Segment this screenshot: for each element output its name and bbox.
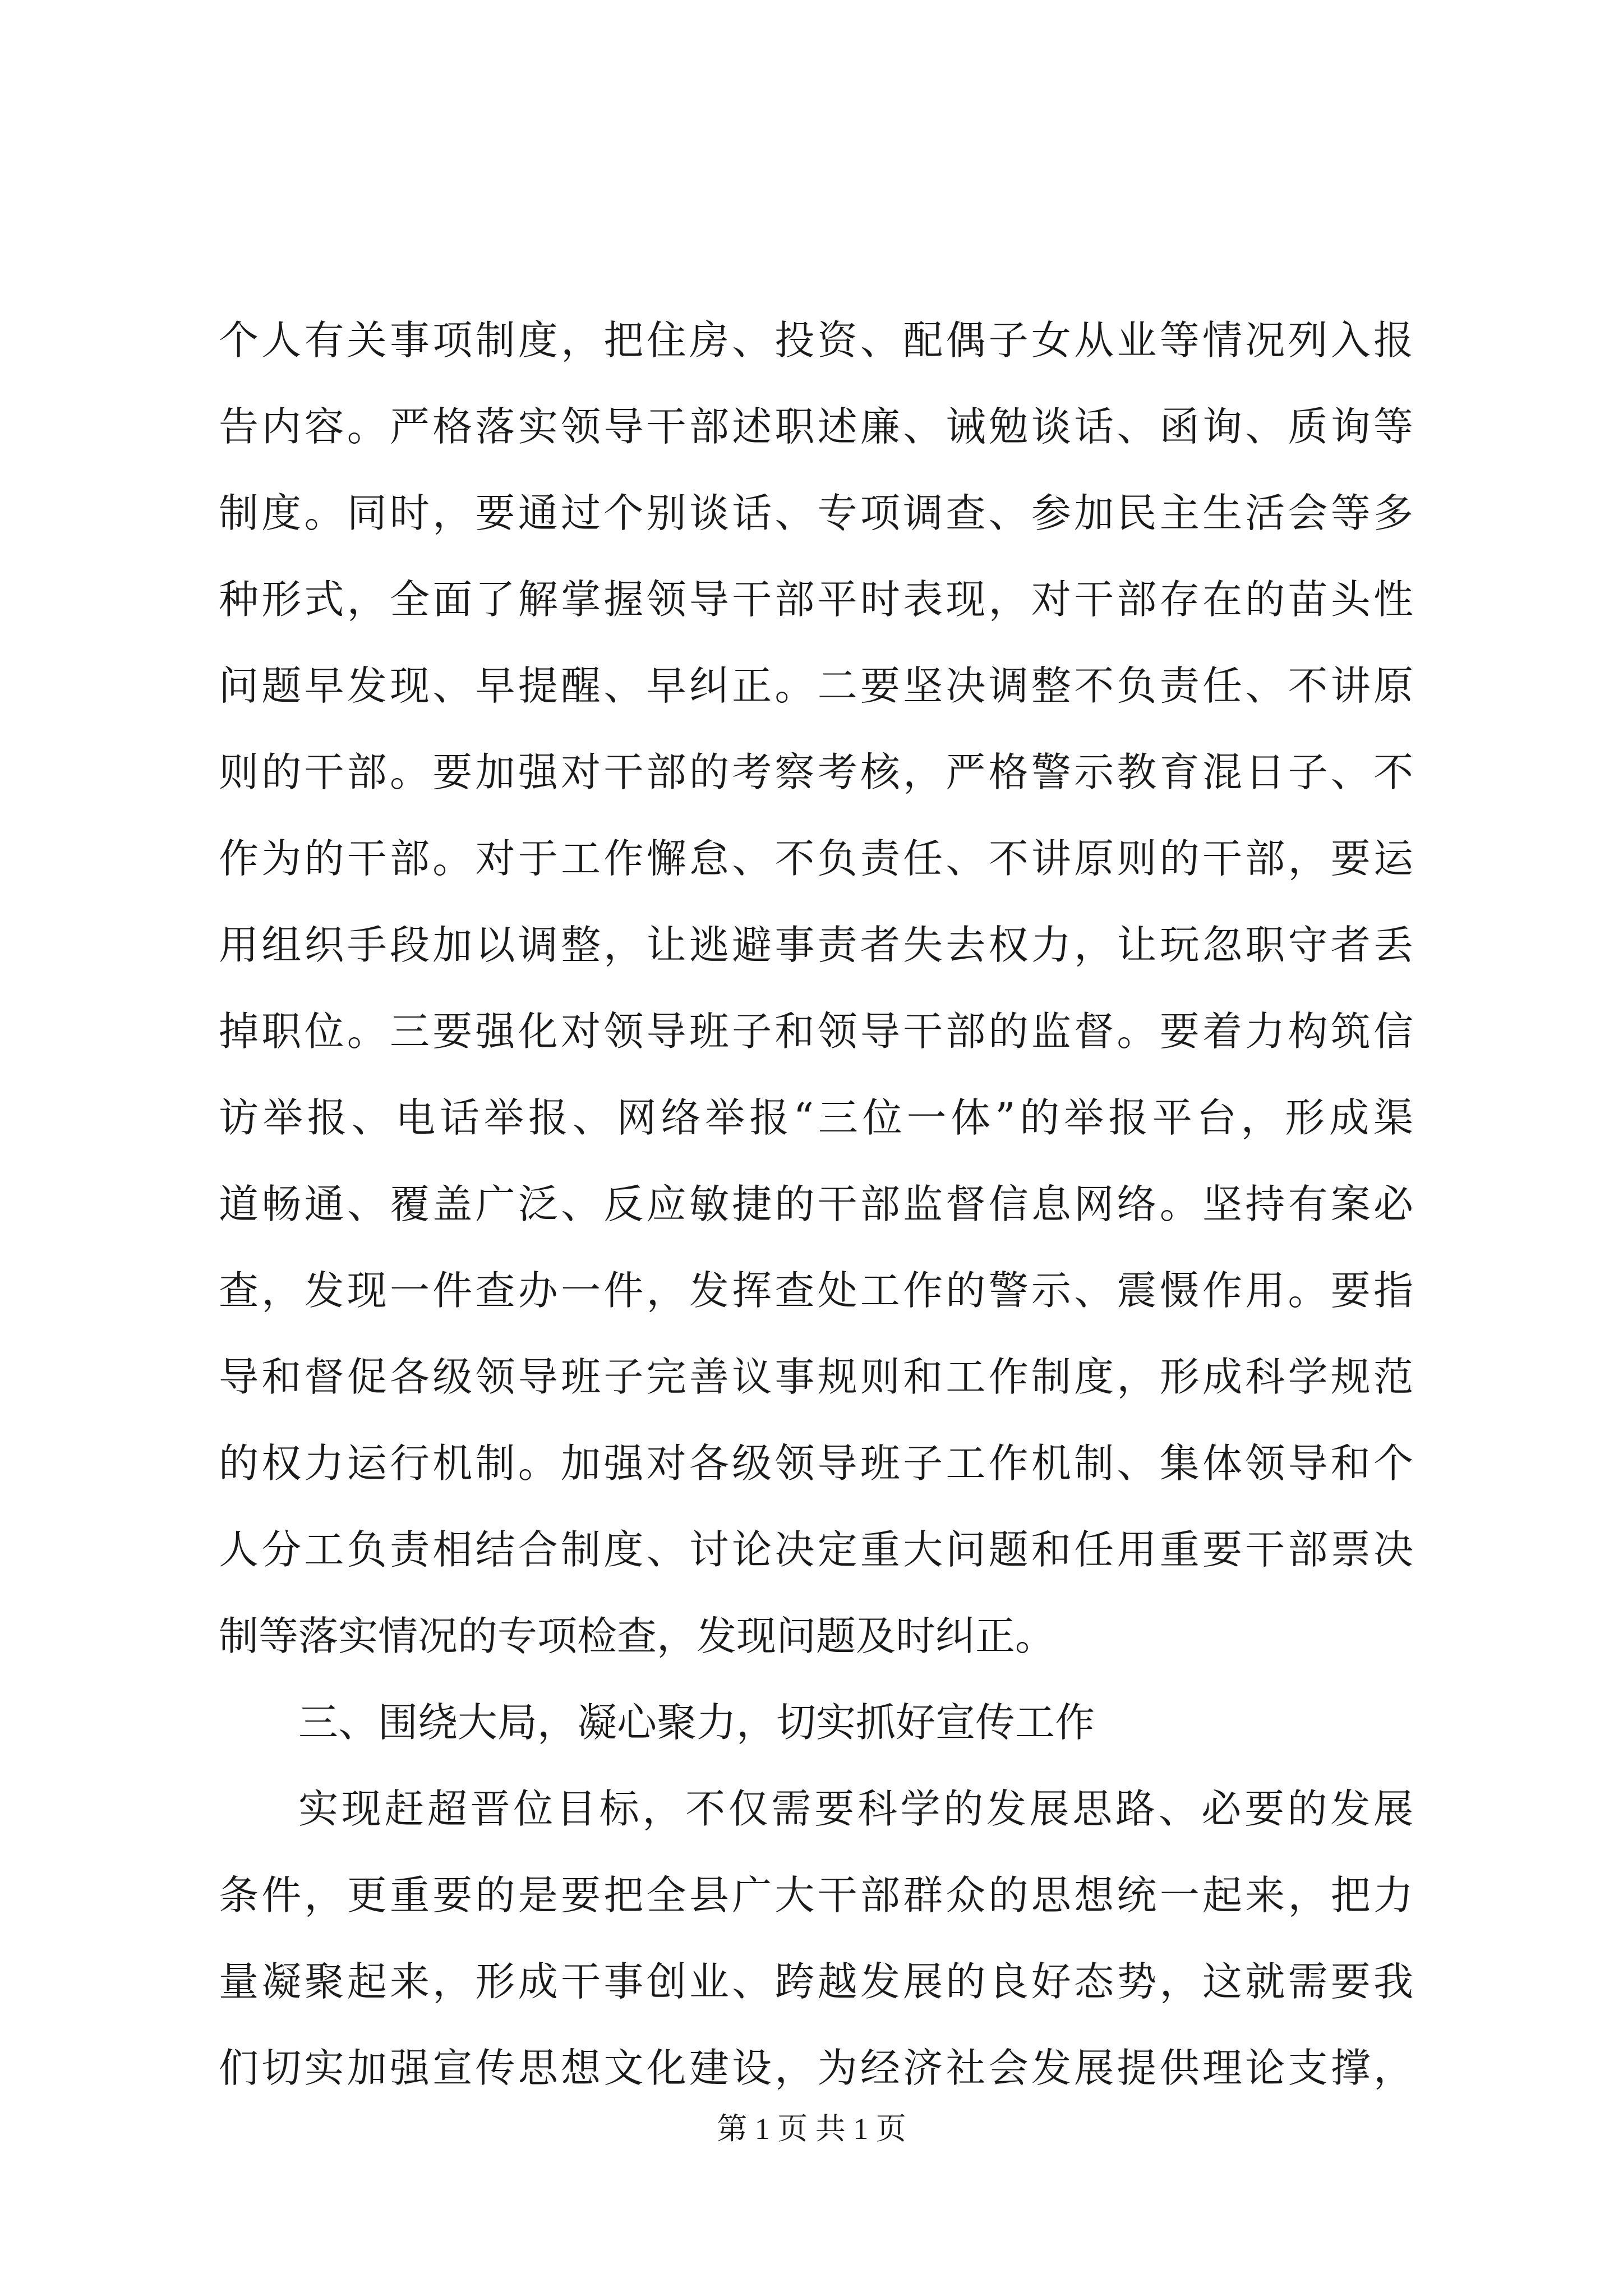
text-line: 用组织手段加以调整，让逃避事责者失去权力，让玩忽职守者丢	[219, 922, 1413, 968]
text-line: 查，发现一件查办一件，发挥查处工作的警示、震慑作用。要指	[219, 1267, 1413, 1314]
text-line: 条件，更重要的是要把全县广大干部群众的思想统一起来，把力	[219, 1872, 1413, 1918]
text-line: 掉职位。三要强化对领导班子和领导干部的监督。要着力构筑信	[219, 1008, 1413, 1055]
text-line: 制等落实情况的专项检查，发现问题及时纠正。	[219, 1613, 1055, 1659]
text-line: 访举报、电话举报、网络举报“三位一体”的举报平台，形成渠	[219, 1094, 1413, 1141]
text-line: 作为的干部。对于工作懈怠、不负责任、不讲原则的干部，要运	[219, 835, 1413, 882]
section-heading: 三、围绕大局，凝心聚力，切实抓好宣传工作	[298, 1699, 1095, 1746]
text-line: 导和督促各级领导班子完善议事规则和工作制度，形成科学规范	[219, 1354, 1413, 1400]
text-line: 们切实加强宣传思想文化建设，为经济社会发展提供理论支撑，	[219, 2045, 1413, 2091]
body-text	[219, 297, 1413, 2111]
page-footer: 第 1 页 共 1 页	[717, 2112, 906, 2146]
text-line: 人分工负责相结合制度、讨论决定重大问题和任用重要干部票决	[219, 1526, 1413, 1573]
text-line: 告内容。严格落实领导干部述职述廉、诫勉谈话、函询、质询等	[219, 403, 1413, 450]
text-line: 的权力运行机制。加强对各级领导班子工作机制、集体领导和个	[219, 1440, 1413, 1487]
text-line: 种形式，全面了解掌握领导干部平时表现，对干部存在的苗头性	[219, 576, 1413, 623]
text-line: 则的干部。要加强对干部的考察考核，严格警示教育混日子、不	[219, 749, 1413, 795]
text-line: 制度。同时，要通过个别谈话、专项调查、参加民主生活会等多	[219, 490, 1413, 536]
text-line: 问题早发现、早提醒、早纠正。二要坚决调整不负责任、不讲原	[219, 662, 1413, 709]
text-line: 道畅通、覆盖广泛、反应敏捷的干部监督信息网络。坚持有案必	[219, 1181, 1413, 1227]
text-line: 实现赶超晋位目标，不仅需要科学的发展思路、必要的发展	[298, 1786, 1413, 1832]
text-line: 量凝聚起来，形成干事创业、跨越发展的良好态势，这就需要我	[219, 1958, 1413, 2005]
text-line: 个人有关事项制度，把住房、投资、配偶子女从业等情况列入报	[219, 317, 1413, 364]
